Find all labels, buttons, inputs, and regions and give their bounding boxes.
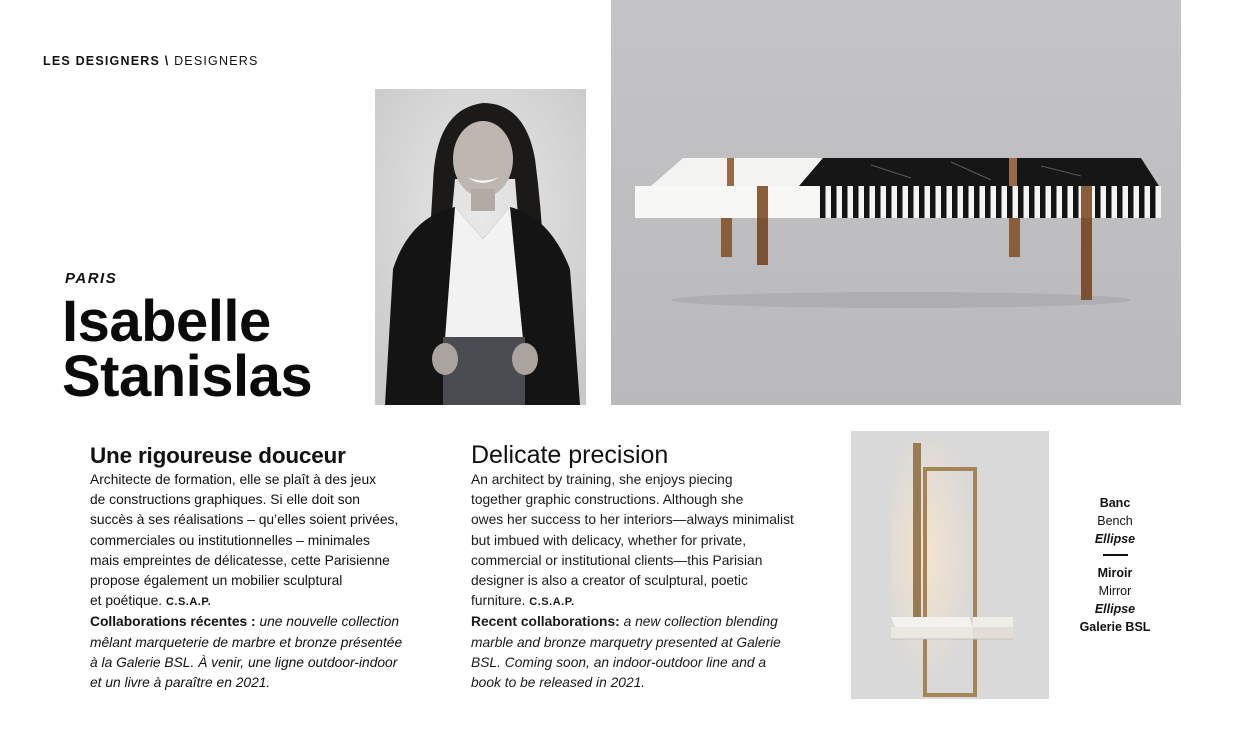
mirror-photo xyxy=(851,431,1049,699)
caption-bench-fr: Banc xyxy=(1099,496,1131,510)
english-line: owes her success to her interiors—always minimalist xyxy=(471,512,794,528)
french-body xyxy=(90,470,420,693)
french-collab-text: une nouvelle collection xyxy=(259,614,400,630)
french-collab-line xyxy=(90,612,420,632)
french-line: mais empreintes de délicatesse, cette Parisienne xyxy=(90,552,390,568)
french-collab-label: Collaborations récentes : xyxy=(90,614,256,630)
caption-bench-name: Ellipse xyxy=(1094,532,1136,546)
english-line: commercial or institutional clients—this Parisian xyxy=(471,552,763,568)
french-collab-line: et un livre à paraître en 2021. xyxy=(90,675,271,691)
english-collab-line: BSL. Coming soon, an indoor-outdoor line and a xyxy=(471,654,767,670)
designer-city: PARIS xyxy=(65,270,118,287)
caption-mirror-fr: Miroir xyxy=(1097,566,1133,580)
english-collab-label: Recent collaborations: xyxy=(471,614,620,630)
english-line: but imbued with delicacy, whether for private, xyxy=(471,532,747,548)
french-last-text: et poétique. xyxy=(90,593,163,609)
designer-last-name: Stanislas xyxy=(62,344,313,409)
english-signature: C.S.A.P. xyxy=(529,596,575,609)
english-last-text: furniture. xyxy=(471,593,526,609)
english-collab-line xyxy=(471,612,831,632)
english-body xyxy=(471,470,831,693)
english-collab-text: a new collection blending xyxy=(623,614,778,630)
portrait-photo xyxy=(375,89,586,405)
caption-mirror-name: Ellipse xyxy=(1094,602,1136,616)
english-last-line xyxy=(471,591,831,612)
english-line: designer is also a creator of sculptural, poetic xyxy=(471,573,748,589)
french-signature: C.S.A.P. xyxy=(165,596,212,609)
designer-name xyxy=(62,289,313,409)
english-title: Delicate precision xyxy=(471,441,669,469)
image-captions xyxy=(1065,494,1165,636)
section-label-en: DESIGNERS xyxy=(174,54,259,68)
section-separator: \ xyxy=(164,54,170,68)
french-collab-line: à la Galerie BSL. À venir, une ligne outdoor-indoor xyxy=(90,654,398,670)
section-label-fr: LES DESIGNERS xyxy=(43,54,161,68)
french-line: propose également un mobilier sculptural xyxy=(90,573,343,589)
english-line: An architect by training, she enjoys piecing xyxy=(471,472,733,487)
caption-mirror-en: Mirror xyxy=(1098,584,1132,598)
french-collab-line: mêlant marqueterie de marbre et bronze présentée xyxy=(90,634,403,650)
french-title: Une rigoureuse douceur xyxy=(90,443,346,468)
french-line: Architecte de formation, elle se plaît à des jeux xyxy=(90,472,377,487)
english-collab-line: marble and bronze marquetry presented at Galerie xyxy=(471,634,781,650)
french-line: de constructions graphiques. Si elle doit son xyxy=(90,492,360,508)
caption-gallery: Galerie BSL xyxy=(1079,620,1151,634)
bench-photo xyxy=(611,0,1181,405)
english-line: together graphic constructions. Although she xyxy=(471,492,744,508)
french-line: commerciales ou institutionnelles – minimales xyxy=(90,532,370,548)
caption-bench-en: Bench xyxy=(1097,514,1133,528)
designer-first-name: Isabelle xyxy=(62,289,271,354)
french-line: succès à ses réalisations – qu’elles soient privées, xyxy=(90,512,399,528)
section-header xyxy=(43,54,259,68)
caption-divider xyxy=(1103,554,1128,556)
french-last-line xyxy=(90,591,420,612)
english-collab-line: book to be released in 2021. xyxy=(471,675,646,691)
